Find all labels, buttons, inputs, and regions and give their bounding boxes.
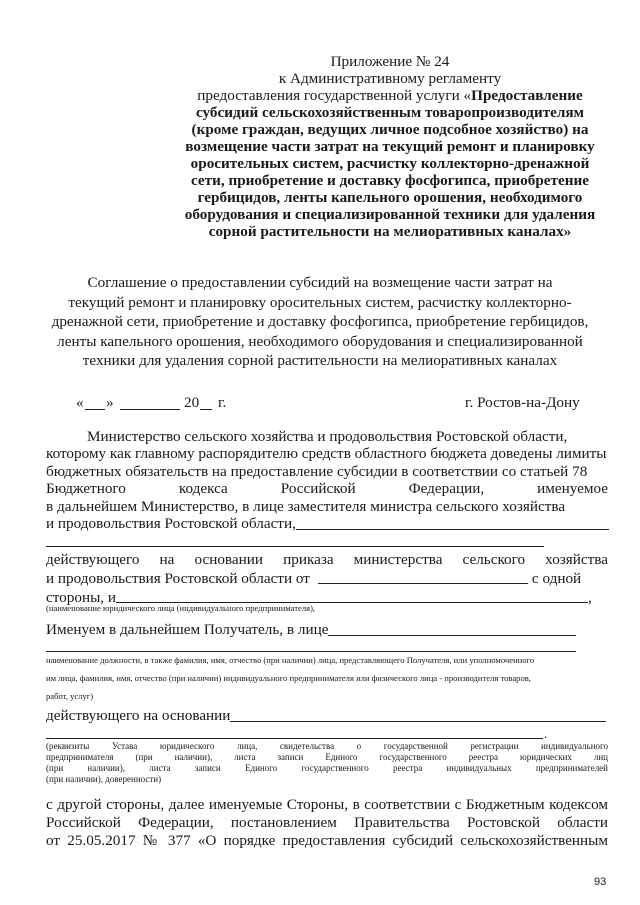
paragraph-line: бюджетных обязательств на предоставление субсидии в соответствии со статьей 78 <box>46 462 588 480</box>
agreement-title-line: Соглашение о предоставлении субсидий на возмещение части затрат на <box>87 274 553 291</box>
appendix-service-title-line: сети, приобретение и доставку фосфогипса, приобретение <box>191 172 589 189</box>
agreement-title-line: дренажной сети, приобретение и доставку фосфогипса, приобретение гербицидов, <box>51 313 589 330</box>
appendix-service-line: предоставления государственной услуги «Предоставление <box>197 87 583 104</box>
appendix-service-title-line: оросительных систем, расчистку коллекторно-дренажной <box>190 155 590 172</box>
acting-line: стороны, и , <box>46 589 592 606</box>
recipient-name-note: (наименование юридического лица (индивидуального предпринимателя), <box>46 603 316 613</box>
paragraph-line: Российской Федерации, постановлением Правительства Ростовской области <box>46 814 608 831</box>
paragraph-line: и продовольствия Ростовской области, <box>46 515 608 532</box>
paragraph-line: в дальнейшем Министерство, в лице заместителя министра сельского хозяйства <box>46 497 566 515</box>
acting-basis-block <box>46 550 608 607</box>
agreement-title-line: текущий ремонт и планировку оросительных систем, расчистку коллекторно- <box>68 293 572 311</box>
agreement-title-line: техники для удаления сорной растительности на мелиоративных каналах <box>82 352 558 369</box>
appendix-service-title-line: возмещение части затрат на текущий ремонт и планировку <box>185 138 595 155</box>
deputy-minister-blank[interactable] <box>296 515 609 530</box>
paragraph-line: которому как главному распорядителю средств областного бюджета доведены лимиты <box>46 445 607 463</box>
appendix-service-title-line: (кроме граждан, ведущих личное подсобное хозяйство) на <box>191 121 589 138</box>
paragraph-line: от 25.05.2017 № 377 «О порядке предоставления субсидий сельскохозяйственным <box>46 832 608 849</box>
order-date-blank[interactable] <box>318 569 528 584</box>
deputy-minister-blank-continued[interactable] <box>46 532 544 547</box>
recipient-line: Именуем в дальнейшем Получатель, в лице <box>46 621 608 638</box>
date-open-quote: « <box>76 394 84 411</box>
paragraph-line: Министерство сельского хозяйства и продовольствия Ростовской области, <box>87 428 568 445</box>
agreement-title <box>40 273 600 371</box>
recipient-representative-blank-continued[interactable] <box>46 641 576 652</box>
year-blank[interactable] <box>200 394 212 410</box>
paragraph-line: с другой стороны, далее именуемые Стороны, в соответствии с Бюджетным кодексом <box>46 796 608 813</box>
appendix-service-title-line: сорной растительности на мелиоративных каналах» <box>208 223 572 240</box>
page-number: 93 <box>594 876 607 888</box>
basis-blank[interactable] <box>230 707 606 722</box>
appendix-service-title-line: оборудования и специализированной техники для удаления <box>184 206 596 223</box>
ministry-paragraph <box>46 428 608 532</box>
parties-paragraph <box>46 796 608 850</box>
appendix-service-title-line: гербицидов, ленты капельного орошения, необходимого <box>197 189 583 206</box>
year-suffix: г. <box>218 394 227 411</box>
agreement-title-line: ленты капельного орошения, необходимого оборудования и специализированной <box>57 332 583 350</box>
month-blank[interactable] <box>120 394 180 410</box>
basis-blank-continued[interactable] <box>46 728 543 739</box>
paragraph-line: Бюджетного кодекса Российской Федерации, именуемое <box>46 480 608 498</box>
acting-line: и продовольствия Ростовской области от с одной <box>46 570 582 587</box>
date-line <box>76 394 596 414</box>
basis-note: (реквизиты Устава юридического лица, свидетельства о государственной регистрации индивидуального предпринимателя (при наличии), листа записи Единого государственного реестра юридических лиц (при наличии), листа записи Единого государственного реестра индивидуальных предпринимателей (при наличии), доверенности) <box>46 741 608 784</box>
basis-line: действующего на основании <box>46 707 608 724</box>
appendix-regulation: к Административному регламенту <box>278 70 502 87</box>
appendix-header <box>170 53 610 240</box>
acting-line: действующего на основании приказа министерства сельского хозяйства <box>46 551 608 568</box>
day-blank[interactable] <box>85 394 105 410</box>
basis-end-punct: . <box>544 726 548 741</box>
appendix-service-title-line: субсидий сельскохозяйственным товаропроизводителям <box>196 104 584 121</box>
city: г. Ростов-на-Дону <box>465 394 580 411</box>
appendix-number: Приложение № 24 <box>330 53 450 70</box>
year-prefix: 20 <box>184 394 200 411</box>
recipient-representative-blank[interactable] <box>328 621 576 636</box>
recipient-note: наименование должности, в также фамилия, имя, отчество (при наличии) лица, представляющего Получателя, или уполномоченного им лица, фамилия, имя, отчество (при наличии) индивидуального предпринимателя или физического лица - производителя товаров, работ, услуг) <box>46 655 535 701</box>
date-close-quote: » <box>106 394 114 411</box>
